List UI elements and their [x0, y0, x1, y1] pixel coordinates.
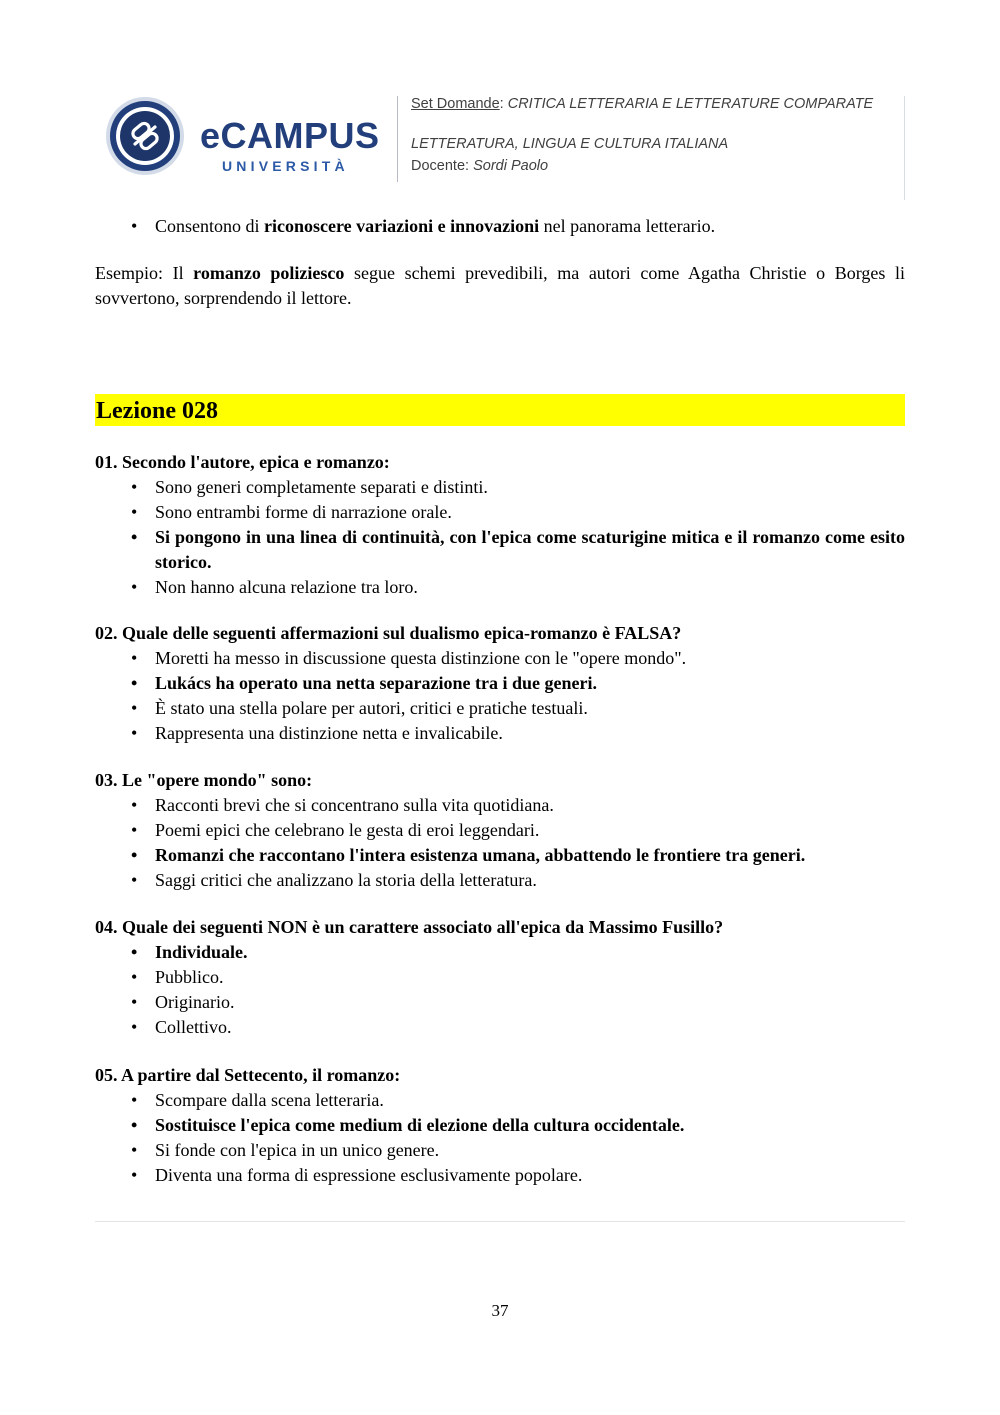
answer-option: • È stato una stella polare per autori, critici e pratiche testuali.	[95, 696, 905, 721]
correct-answer-option: • Lukács ha operato una netta separazione tra i due generi.	[95, 671, 905, 696]
brand-wordmark	[200, 115, 382, 174]
answer-list	[95, 793, 905, 893]
intro-bullet	[95, 214, 905, 239]
brand-subtitle: UNIVERSITÀ	[222, 158, 349, 174]
answer-option: • Non hanno alcuna relazione tra loro.	[95, 575, 905, 600]
header-right-border	[904, 96, 905, 200]
header-divider	[397, 96, 398, 182]
answer-option: • Saggi critici che analizzano la storia della letteratura.	[95, 868, 905, 893]
question-block	[95, 915, 905, 1040]
answer-option: • Moretti ha messo in discussione questa distinzione con le "opere mondo".	[95, 646, 905, 671]
answer-option: • Si fonde con l'epica in un unico genere.	[95, 1138, 905, 1163]
question-block	[95, 1063, 905, 1188]
question-title: 03. Le "opere mondo" sono:	[95, 770, 313, 790]
example-paragraph	[95, 261, 905, 310]
course-line	[411, 136, 728, 152]
answer-option: • Sono entrambi forme di narrazione orale.	[95, 500, 905, 525]
question-title: 05. A partire dal Settecento, il romanzo:	[95, 1065, 401, 1085]
answer-option: • Racconti brevi che si concentrano sulla vita quotidiana.	[95, 793, 905, 818]
set-value: CRITICA LETTERARIA E LETTERATURE COMPARATE	[507, 96, 874, 112]
correct-answer-option: • Individuale.	[95, 940, 905, 965]
footer-divider	[95, 1221, 905, 1222]
answer-option: • Diventa una forma di espressione esclusivamente popolare.	[95, 1163, 905, 1188]
intro-section	[95, 214, 905, 239]
correct-answer-option: • Romanzi che raccontano l'intera esistenza umana, abbattendo le frontiere tra generi.	[95, 843, 905, 868]
question-block	[95, 768, 905, 893]
set-label: Set Domande	[411, 96, 500, 112]
question-block	[95, 621, 905, 746]
question-title: 02. Quale delle seguenti affermazioni sul dualismo epica-romanzo è FALSA?	[95, 623, 682, 643]
answer-option: • Pubblico.	[95, 965, 905, 990]
set-domande-line: Set Domande: CRITICA LETTERARIA E LETTERATURE COMPARATE	[411, 96, 874, 112]
answer-option: • Originario.	[95, 990, 905, 1015]
teacher-name: Sordi Paolo	[473, 158, 549, 174]
question-title: 04. Quale dei seguenti NON è un carattere associato all'epica da Massimo Fusillo?	[95, 917, 724, 937]
brand-name: eCAMPUS	[200, 115, 380, 156]
example-text-end: segue schemi prevedibili, ma autori come Agatha Christie o Borges li sovvertono, sorprendendo il lettore.	[95, 263, 905, 308]
page-number: 37	[491, 1301, 509, 1320]
answer-option: • Collettivo.	[95, 1015, 905, 1040]
lesson-title: Lezione 028	[96, 398, 218, 424]
teacher-label: Docente:	[411, 158, 470, 174]
answer-list	[95, 940, 905, 1040]
answer-option: • Sono generi completamente separati e distinti.	[95, 475, 905, 500]
answer-option: • Rappresenta una distinzione netta e invalicabile.	[95, 721, 905, 746]
answer-list	[95, 1088, 905, 1188]
intro-bullet-bold: riconoscere variazioni e innovazioni	[264, 216, 540, 236]
intro-bullet-text: Consentono di	[155, 216, 265, 236]
example-text: Esempio: Il	[95, 263, 194, 283]
question-title: 01. Secondo l'autore, epica e romanzo:	[95, 452, 390, 472]
answer-list	[95, 646, 905, 746]
intro-bullet-list	[95, 214, 905, 239]
ecampus-logo-icon	[105, 96, 185, 176]
intro-bullet-text-end: nel panorama letterario.	[539, 216, 716, 236]
answer-option: • Scompare dalla scena letteraria.	[95, 1088, 905, 1113]
course-name: LETTERATURA, LINGUA E CULTURA ITALIANA	[411, 136, 729, 152]
question-block	[95, 450, 905, 599]
answer-option: • Poemi epici che celebrano le gesta di eroi leggendari.	[95, 818, 905, 843]
teacher-line	[411, 158, 548, 174]
correct-answer-option: • Sostituisce l'epica come medium di elezione della cultura occidentale.	[95, 1113, 905, 1138]
answer-list	[95, 475, 905, 600]
example-bold: romanzo poliziesco	[193, 263, 345, 283]
correct-answer-option: • Si pongono in una linea di continuità, con l'epica come scaturigine mitica e il romanzo come esito storico.	[95, 525, 905, 575]
